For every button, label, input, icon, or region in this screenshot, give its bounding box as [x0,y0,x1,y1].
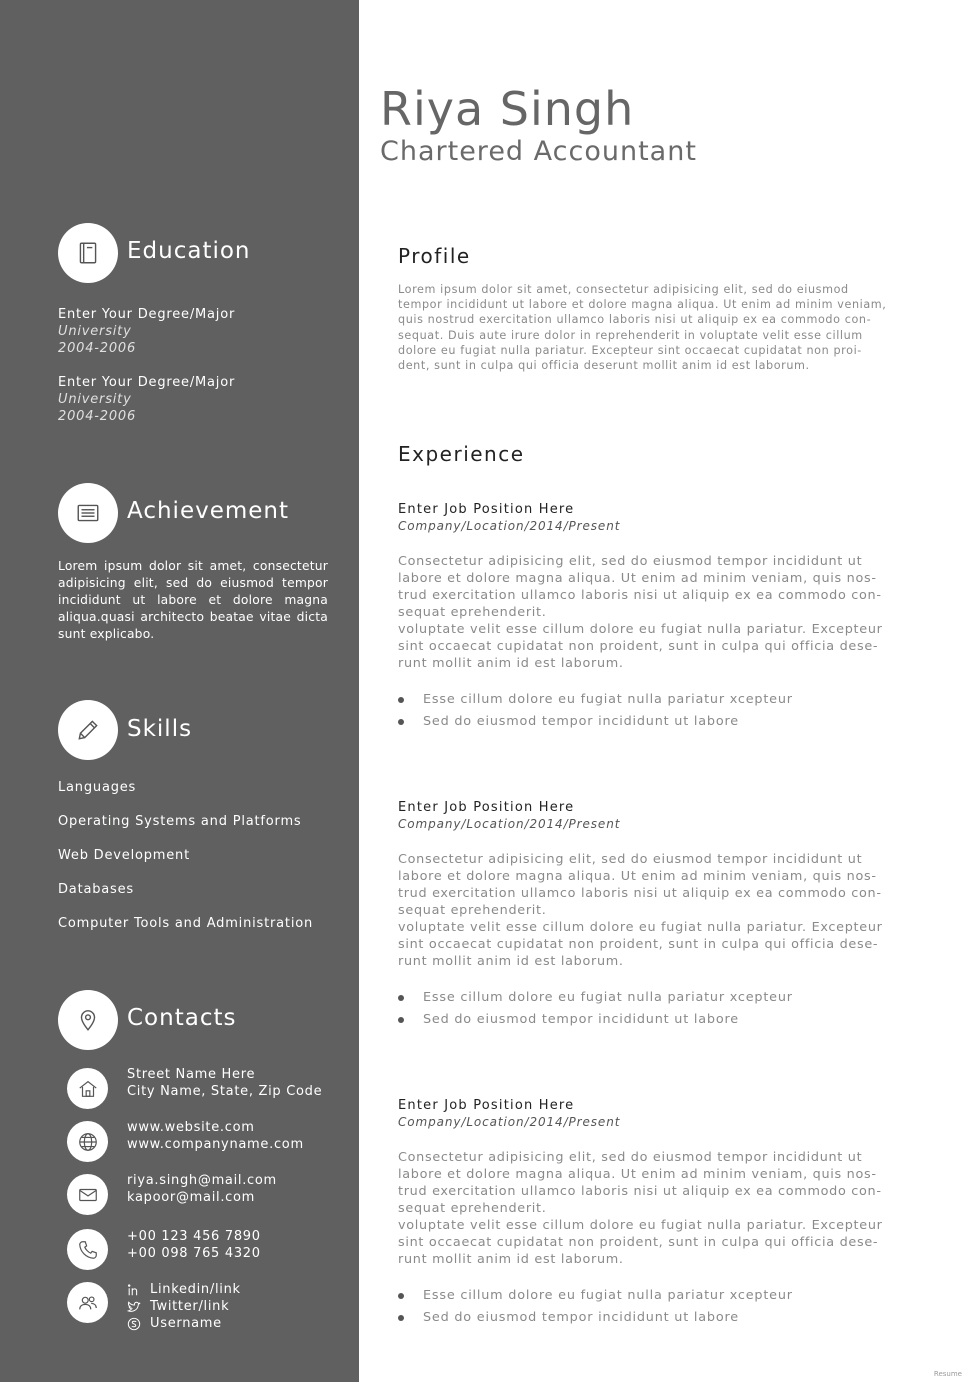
education-school: University [58,392,132,407]
skill-item: Web Development [58,848,190,863]
job-desc-line: voluptate velit esse cillum dolore eu fugiat nulla pariatur. Excepteur [398,622,883,637]
job-company: Company/Location/2014/Present [398,817,621,831]
username-text: Username [150,1316,222,1331]
bullet-dot [398,697,404,703]
education-heading: Education [127,238,251,264]
education-degree: Enter Your Degree/Major [58,375,236,390]
achievement-text: Lorem ipsum dolor sit amet, consectetur adipisicing elit, sed do eiusmod tempor incididunt ut labore et dolore magna aliqua.quasi architecto beatae vitae dicta sunt explicabo. [58,559,328,641]
profile-line: sequat. Duis aute irure dolor in reprehenderit in voluptate velit esse cillum [398,328,863,342]
job-desc-line: sint occaecat cupidatat non proident, sunt in culpa qui officia dese- [398,1235,879,1250]
job-desc-line: labore et dolore magna aliqua. Ut enim ad minim veniam, quis nos- [398,1167,877,1182]
education-icon-circle [58,223,118,283]
job-description [398,1149,913,1268]
job-desc-line: runt mollit anim id est laborum. [398,954,624,969]
person-title: Chartered Accountant [380,136,697,167]
job-desc-line: Consectetur adipisicing elit, sed do eiusmod tempor incididunt ut [398,554,863,569]
job-bullet [398,692,793,707]
web-icon-circle [67,1121,108,1162]
education-entry [58,306,235,357]
phone-number: +00 098 765 4320 [127,1246,261,1261]
job-desc-line: Consectetur adipisicing elit, sed do eiusmod tempor incididunt ut [398,1150,863,1165]
job-desc-line: sequat eprehenderit. [398,1201,547,1216]
job-bullet [398,990,793,1005]
bullet-text: Sed do eiusmod tempor incididunt ut labore [423,1310,739,1325]
job-desc-line: sint occaecat cupidatat non proident, sunt in culpa qui officia dese- [398,639,879,654]
address-line: Street Name Here [127,1067,256,1082]
job-position: Enter Job Position Here [398,800,575,815]
skill-item: Databases [58,882,135,897]
twitter-link[interactable] [127,1298,241,1315]
education-school: University [58,324,132,339]
job-desc-line: trud exercitation ullamco laboris nisi ut aliquip ex ea commodo con- [398,588,882,603]
profile-text [398,282,918,373]
job-desc-line: voluptate velit esse cillum dolore eu fugiat nulla pariatur. Excepteur [398,1218,883,1233]
phone-icon-circle [67,1229,108,1270]
job-description [398,553,913,672]
job-desc-line: runt mollit anim id est laborum. [398,1252,624,1267]
watermark-text: Resume [933,1370,962,1378]
bullet-dot [398,1017,404,1023]
profile-line: Lorem ipsum dolor sit amet, consectetur adipisicing elit, sed do eiusmod [398,283,849,296]
skill-item: Operating Systems and Platforms [58,814,302,829]
email-icon-circle [67,1174,108,1215]
linkedin-icon [127,1283,141,1297]
job-desc-line: sequat eprehenderit. [398,605,547,620]
twitter-icon [127,1300,141,1314]
education-years: 2004-2006 [58,341,137,356]
website-link[interactable]: www.companyname.com [127,1137,304,1152]
bullet-dot [398,1315,404,1321]
education-degree: Enter Your Degree/Major [58,307,236,322]
achievement-icon-circle [58,483,118,543]
address-line: City Name, State, Zip Code [127,1084,323,1099]
website-link[interactable]: www.website.com [127,1120,255,1135]
job-desc-line: labore et dolore magna aliqua. Ut enim ad minim veniam, quis nos- [398,571,877,586]
profile-line: tempor incididunt ut labore et dolore magna aliqua. Ut enim ad minim veniam, [398,298,887,312]
twitter-text: Twitter/link [150,1299,230,1314]
contacts-heading: Contacts [127,1005,237,1031]
bullet-text: Sed do eiusmod tempor incididunt ut labore [423,1012,739,1027]
job-bullet [398,1288,793,1303]
job-position: Enter Job Position Here [398,1098,575,1113]
profile-line: dent, sunt in culpa qui officia deserunt mollit anim id est laborum. [398,359,810,373]
home-icon [77,1078,99,1100]
address-icon-circle [67,1068,108,1109]
bullet-dot [398,719,404,725]
job-desc-line: trud exercitation ullamco laboris nisi ut aliquip ex ea commodo con- [398,1184,882,1199]
job-company: Company/Location/2014/Present [398,1115,621,1129]
job-position: Enter Job Position Here [398,502,575,517]
education-years: 2004-2006 [58,409,137,424]
job-desc-line: voluptate velit esse cillum dolore eu fugiat nulla pariatur. Excepteur [398,920,883,935]
skill-item: Computer Tools and Administration [58,916,314,931]
job-desc-line: labore et dolore magna aliqua. Ut enim ad minim veniam, quis nos- [398,869,877,884]
list-document-icon [75,500,101,526]
phone-icon [77,1239,99,1261]
job-desc-line: Consectetur adipisicing elit, sed do eiusmod tempor incididunt ut [398,852,863,867]
book-icon [75,240,101,266]
job-desc-line: sint occaecat cupidatat non proident, sunt in culpa qui officia dese- [398,937,879,952]
email-link[interactable]: kapoor@mail.com [127,1190,256,1205]
contact-web [127,1119,304,1153]
bullet-dot [398,995,404,1001]
linkedin-text: Linkedin/link [150,1282,241,1297]
profile-line: quis nostrud exercitation ullamco laboris nisi ut aliquip ex ea commodo con- [398,313,872,327]
skills-heading: Skills [127,716,193,742]
bullet-text: Esse cillum dolore eu fugiat nulla pariatur xcepteur [423,1288,793,1303]
job-bullet [398,1012,739,1027]
bullet-text: Esse cillum dolore eu fugiat nulla pariatur xcepteur [423,692,793,707]
education-entry [58,374,235,425]
job-bullet [398,714,739,729]
contact-phone [127,1228,261,1262]
skill-item: Languages [58,780,137,795]
social-icon-circle [67,1282,108,1323]
email-link[interactable]: riya.singh@mail.com [127,1173,277,1188]
bullet-text: Esse cillum dolore eu fugiat nulla pariatur xcepteur [423,990,793,1005]
contacts-icon-circle [58,990,118,1050]
bullet-text: Sed do eiusmod tempor incididunt ut labore [423,714,739,729]
job-desc-line: trud exercitation ullamco laboris nisi ut aliquip ex ea commodo con- [398,886,882,901]
job-bullet [398,1310,739,1325]
skills-icon-circle [58,700,118,760]
person-name: Riya Singh [380,82,635,136]
username-link[interactable] [127,1315,241,1332]
job-company: Company/Location/2014/Present [398,519,621,533]
contact-email [127,1172,277,1206]
job-description [398,851,913,970]
users-icon [77,1292,99,1314]
contact-address [127,1066,322,1100]
linkedin-link[interactable] [127,1281,241,1298]
experience-heading: Experience [398,442,525,466]
bullet-dot [398,1293,404,1299]
job-desc-line: sequat eprehenderit. [398,903,547,918]
phone-number: +00 123 456 7890 [127,1229,261,1244]
mail-icon [77,1184,99,1206]
globe-icon [77,1131,99,1153]
profile-heading: Profile [398,244,471,268]
contact-social [127,1281,241,1332]
job-desc-line: runt mollit anim id est laborum. [398,656,624,671]
profile-line: dolore eu fugiat nulla pariatur. Excepteur sint occaecat cupidatat non proi- [398,343,862,357]
pencil-icon [75,717,101,743]
skype-icon [127,1317,141,1331]
achievement-heading: Achievement [127,498,290,524]
location-pin-icon [75,1007,101,1033]
